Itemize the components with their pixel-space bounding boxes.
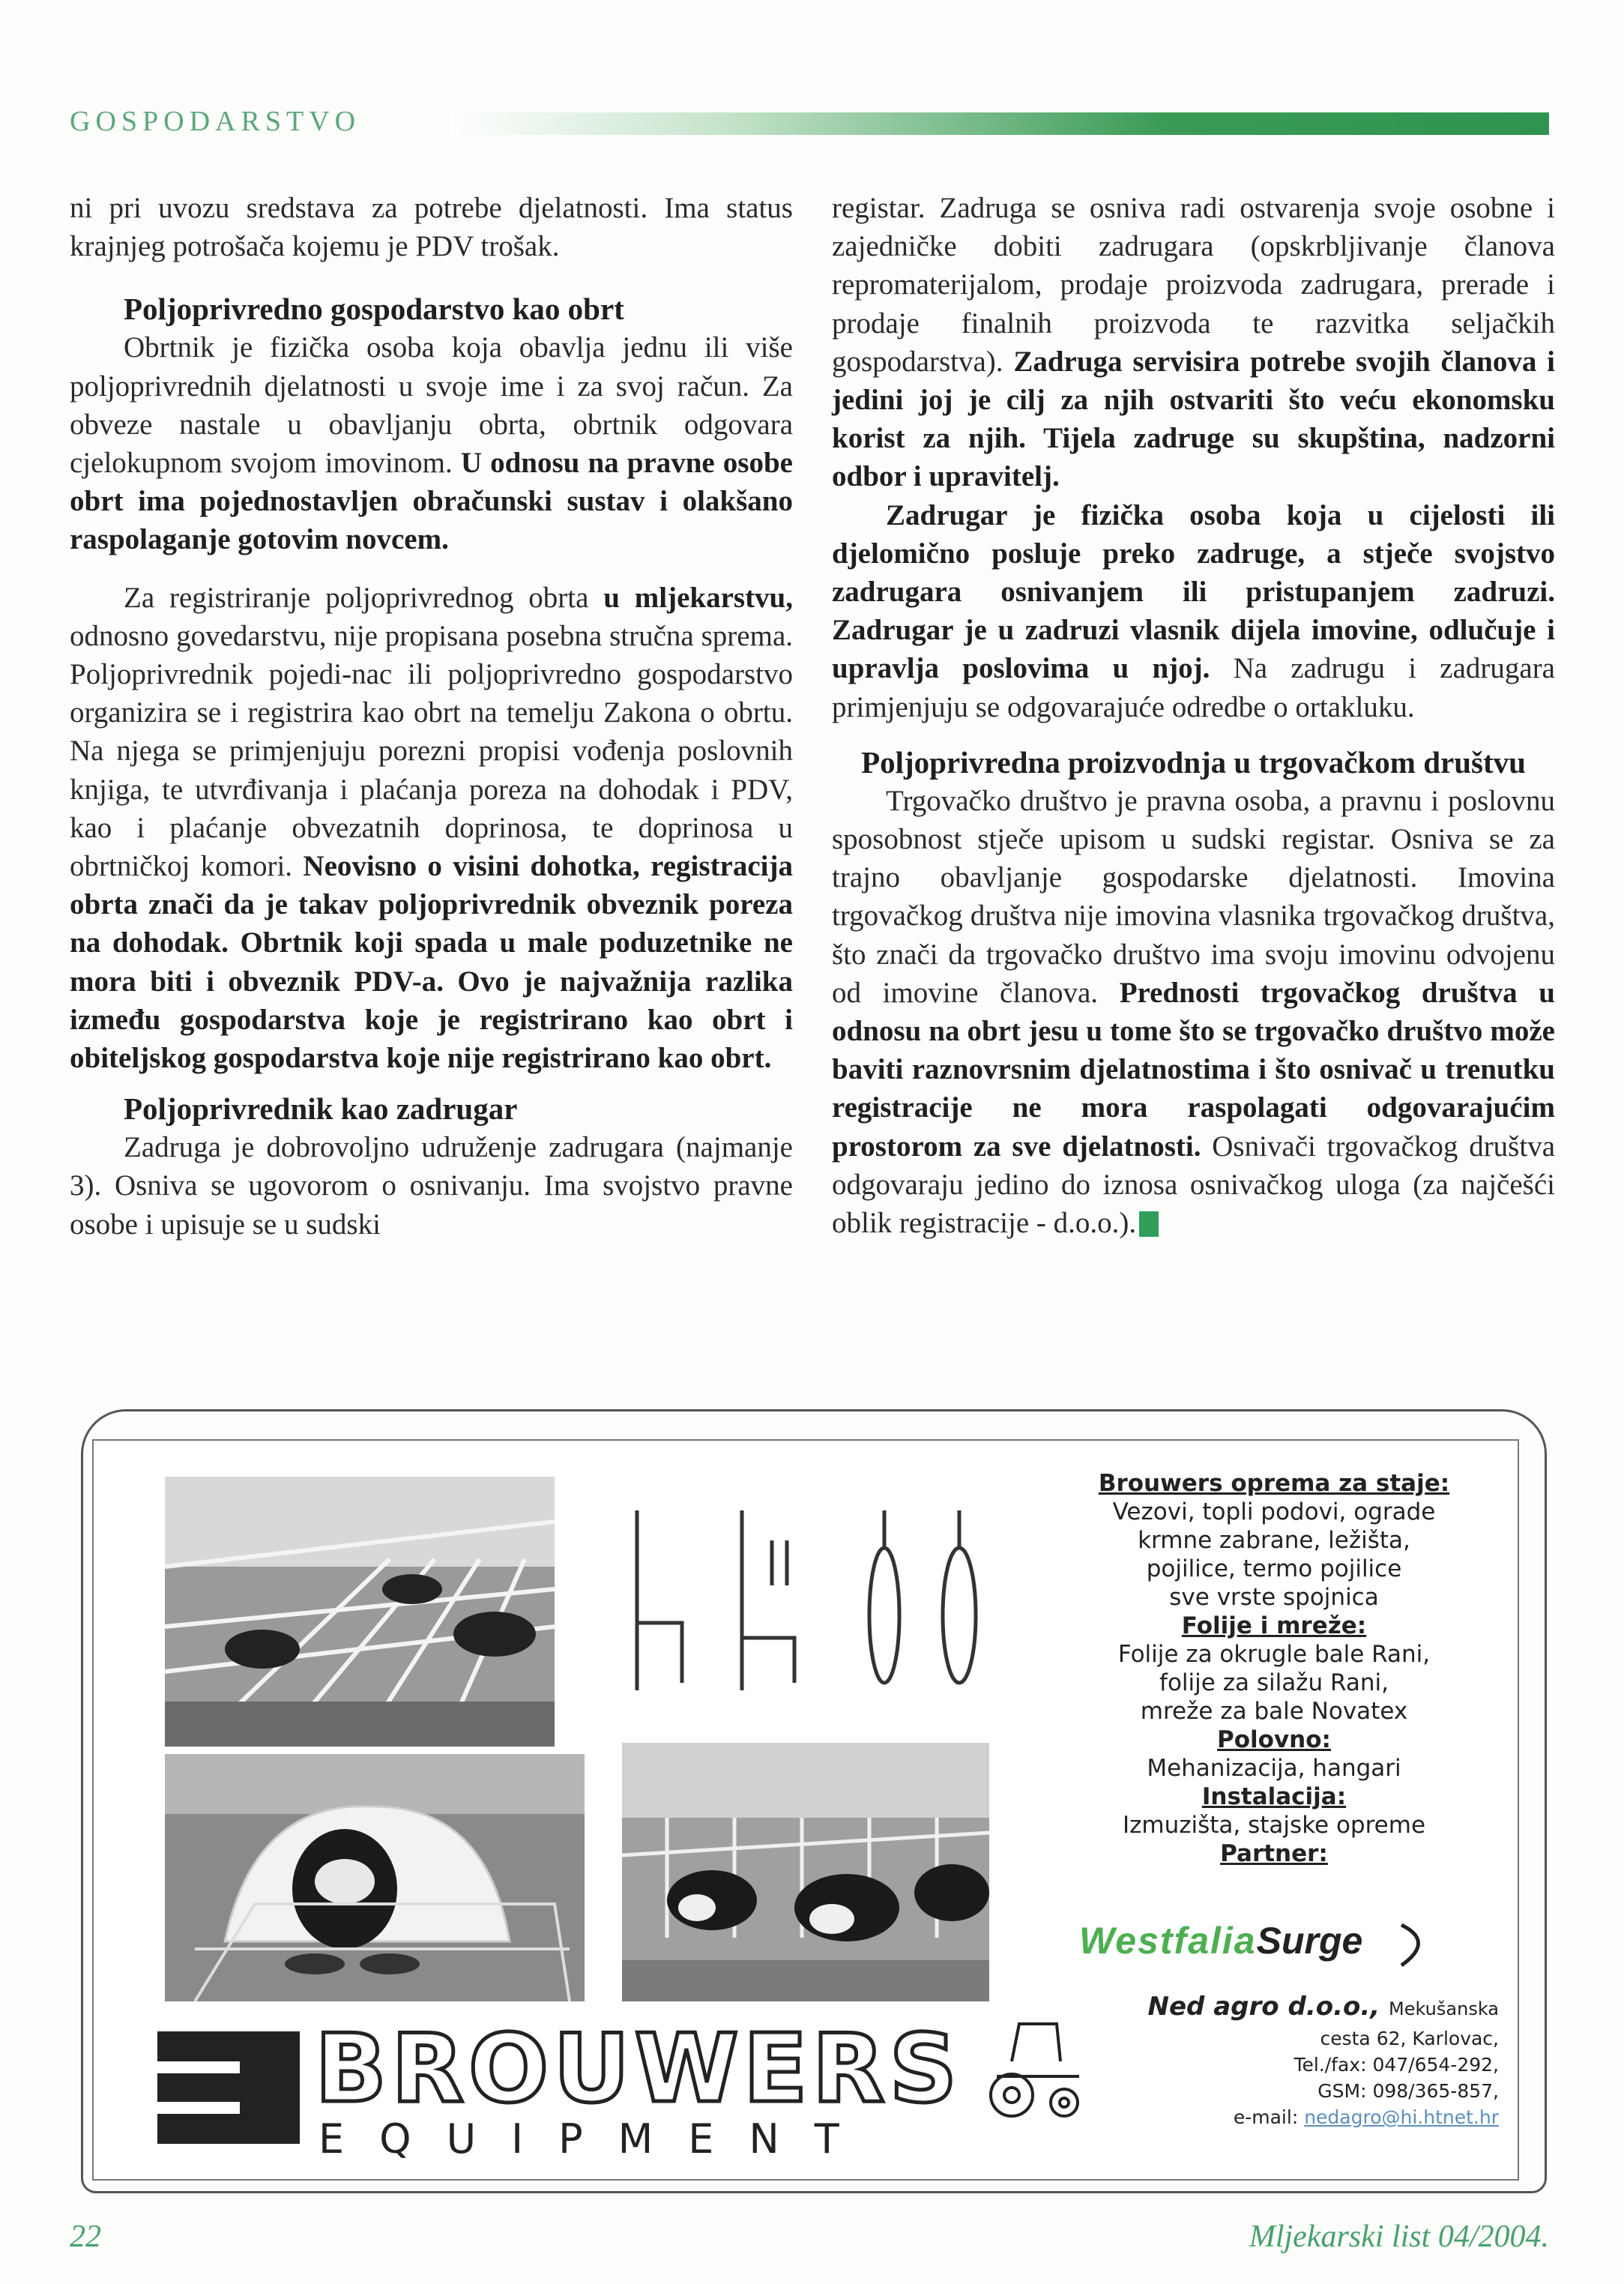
brand-name: BROUWERS <box>315 2013 962 2124</box>
section-title-bar <box>450 112 1549 135</box>
calf-hutch-photo <box>165 1754 585 2001</box>
cows-feeding-photo <box>622 1743 989 2001</box>
email-link[interactable]: nedagro@hi.htnet.hr <box>1304 2106 1499 2128</box>
brand-subtitle: EQUIPMENT <box>319 2115 875 2163</box>
advert-line: mreže za bale Novatex <box>1140 1698 1408 1725</box>
company-street: Mekušanska <box>1389 1998 1499 2019</box>
paragraph: ni pri uvozu sredstava za potrebe djelatnosti. Ima status krajnjeg potrošača kojemu je PDV trošak. <box>70 192 793 263</box>
heading-trgovacko: Poljoprivredna proizvodnja u trgovačkom društvu <box>861 744 1526 780</box>
address: cesta 62, Karlovac, <box>1320 2028 1499 2049</box>
article-column-left <box>70 189 793 1244</box>
westfalia-surge-logo: WestfaliaSurge <box>1079 1920 1363 1962</box>
page-number: 22 <box>70 2220 101 2254</box>
section-title: GOSPODARSTVO <box>70 106 361 137</box>
paragraph: Zadruga je dobrovoljno udruženje zadrugara (najmanje 3). Osniva se ugovorom o osnivanju. Ima svojstvo pravne osobe i upisuje se u sudski <box>70 1131 793 1241</box>
tractor-logo-icon <box>989 2016 1087 2129</box>
dealer-contact <box>1079 1990 1499 2130</box>
logo-swoosh-icon <box>1394 1919 1439 1971</box>
advert-heading: Brouwers oprema za staje: <box>1098 1470 1450 1497</box>
paragraph: registar. Zadruga se osniva radi ostvarenja svoje osobne i zajedničke dobiti zadrugara (opskrbljivanje članova repromaterijalom, prodaje proizvoda zadrugara, prerade i prodaje finalnih proizvoda te razvitka seljačkih gospodarstva). Zadruga servisira potrebe svojih članova i jedini joj je cilj za njih ostvariti što veću ekonomsku korist za njih. Tijela zadruge su skupština, nadzorni odbor i upravitelj. <box>832 192 1555 493</box>
journal-issue: Mljekarski list 04/2004. <box>1249 2220 1549 2254</box>
advert-heading: Polovno: <box>1217 1726 1331 1753</box>
advert-line: Mehanizacija, hangari <box>1147 1755 1401 1782</box>
article-column-right <box>832 189 1555 1242</box>
advert-line: sve vrste spojnica <box>1169 1584 1379 1611</box>
barn-photo <box>165 1477 555 1747</box>
advert-line: Vezovi, topli podovi, ograde <box>1112 1498 1436 1525</box>
advert-line: krmne zabrane, ležišta, <box>1138 1527 1410 1554</box>
advert-heading: Partner: <box>1220 1840 1328 1867</box>
brouwers-logo <box>157 2013 962 2163</box>
advert-heading: Folije i mreže: <box>1181 1612 1367 1639</box>
phone: Tel./fax: 047/654-292, <box>1294 2054 1499 2076</box>
paragraph: Trgovačko društvo je pravna osoba, a pravnu i poslovnu sposobnost stječe upisom u sudski registar. Osniva se za trajno obavljanje gospodarske djelatnosti. Imovina trgovačkog društva nije imovina vlasnika trgovačkog društva, što znači da trgovačko društvo ima svoju imovinu odvojenu od imovine članova. Prednosti trgovačkog društva u odnosu na obrt jesu u tome što se trgovačko društvo može baviti raznovrsnim djelatnostima i što osnivač u trenutku registracije ne mora raspolagati odgovarajućim prostorom za sve djelatnosti. Osnivači trgovačkog društva odgovaraju jedino do iznosa osnivačkog uloga (za najčešći oblik registracije - d.o.o.). <box>832 784 1555 1240</box>
mobile: GSM: 098/365-857, <box>1317 2080 1499 2102</box>
brouwers-emblem-icon <box>157 2031 300 2144</box>
advert-line: Folije za okrugle bale Rani, <box>1117 1641 1431 1668</box>
advert-line: folije za silažu Rani, <box>1159 1669 1389 1696</box>
advert-offer-list <box>1042 1469 1506 1868</box>
heading-zadrugar: Poljoprivrednik kao zadrugar <box>124 1091 518 1127</box>
advert-line: pojilice, termo pojilice <box>1146 1555 1402 1582</box>
heading-obrt: Poljoprivredno gospodarstvo kao obrt <box>124 292 624 327</box>
company-name: Ned agro d.o.o., <box>1147 1992 1380 2022</box>
advert-heading: Instalacija: <box>1201 1783 1347 1810</box>
email-label: e-mail: <box>1233 2106 1299 2128</box>
paragraph: Zadrugar je fizička osoba koja u cijelosti ili djelomično posluje preko zadruge, a stječe svojstvo zadrugara osnivanjem ili pristupanjem zadruzi. Zadrugar je u zadruzi vlasnik dijela imovine, odlučuje i upravlja poslovima u njoj. Na zadrugu i zadrugara primjenjuju se odgovarajuće odredbe o ortakluku. <box>832 498 1555 723</box>
advert-line: Izmuzišta, stajske opreme <box>1122 1812 1426 1839</box>
paragraph: Obrtnik je fizička osoba koja obavlja jednu ili više poljoprivrednih djelatnosti u svoje ime i za svoj račun. Za obveze nastale u obavljanju obrta, obrtnik odgovara cjelokupnom svojom imovinom. U odnosu na pravne osobe obrt ima pojednostavljen obračunski sustav i olakšano raspolaganje gotovim novcem. <box>70 331 793 556</box>
end-mark-icon <box>1139 1211 1159 1237</box>
paragraph: Za registriranje poljoprivrednog obrta u mljekarstvu, odnosno govedarstvu, nije propisana posebna stručna sprema. Poljoprivrednik pojedi-nac ili poljoprivredno gospodarstvo organizira se i registrira kao obrt na temelju Zakona o obrtu. Na njega se primjenjuju porezni propisi vođenja poslovnih knjiga, te utvrđivanja i plaćanja poreza na dohodak i PDV, kao i plaćanje obvezatnih doprinosa, te doprinosa u obrtničkoj komori. Neovisno o visini dohotka, registracija obrta znači da je takav poljoprivrednik obveznik poreza na dohodak. Obrtnik koji spada u male poduzetnike ne mora biti i obveznik PDV-a. Ovo je najvažnija razlika između gospodarstva koje je registrirano kao obrt i obiteljskog gospodarstva koje nije registrirano kao obrt. <box>70 581 794 1075</box>
equipment-photo <box>622 1495 989 1720</box>
